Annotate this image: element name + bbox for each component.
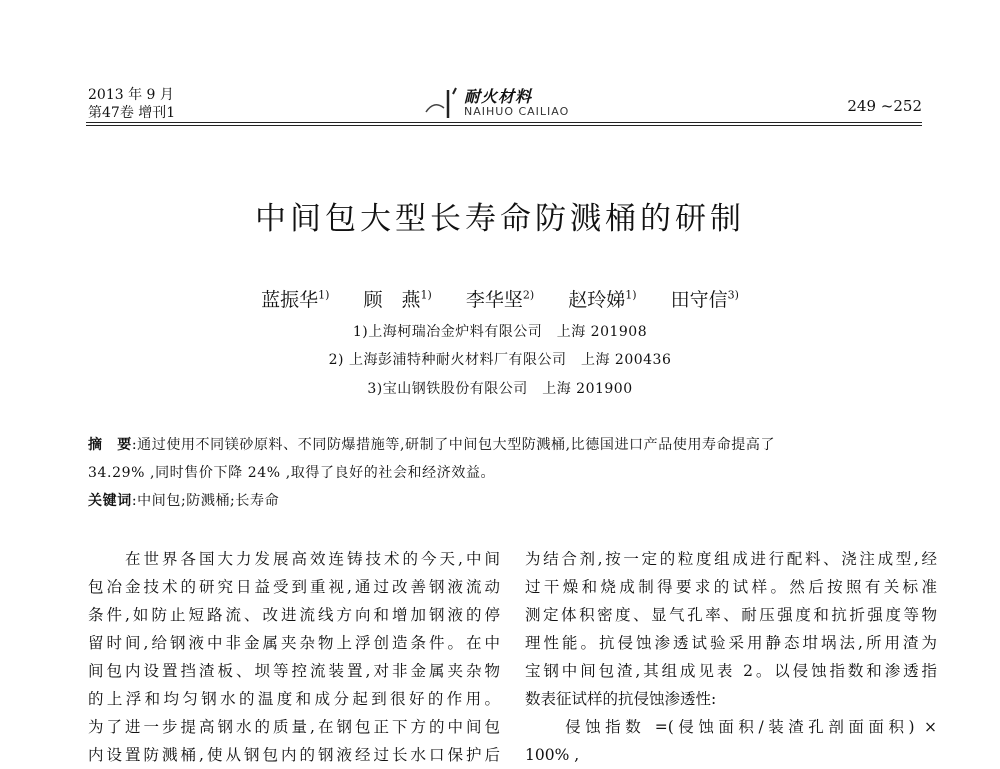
body-line: 条件,如防止短路流、改进流线方向和增加钢液的停 [88, 606, 500, 624]
header-rule-top [86, 122, 922, 123]
body-column-left [88, 545, 500, 769]
abstract-text-cont: 34.29% ,同时售价下降 24% ,取得了良好的社会和经济效益。 [88, 465, 496, 481]
formula-line: 100% , [525, 746, 580, 764]
author: 顾 燕$^{1)}$ [363, 288, 432, 311]
body-line: 测定体积密度、显气孔率、耐压强度和抗折强度等物 [525, 606, 937, 624]
body-line: 为结合剂,按一定的粒度组成进行配料、浇注成型,经 [525, 550, 937, 568]
keywords-label: 关键词 [88, 493, 132, 509]
affiliation: 3)宝山钢铁股份有限公司 上海 201900 [367, 381, 633, 397]
author-list [0, 285, 1000, 312]
abstract-text: 通过使用不同镁砂原料、不同防爆措施等,研制了中间包大型防溅桶,比德国进口产品使用寿命提高了 [137, 437, 776, 453]
body-line: 为了进一步提高钢水的质量,在钢包正下方的中间包 [88, 718, 500, 736]
formula-line: 侵蚀指数 =(侵蚀面积/装渣孔剖面面积) × [525, 718, 937, 736]
issue-date: 2013 年 9 月 [88, 87, 174, 103]
abstract-label: 摘 要 [88, 437, 132, 453]
body-line: 在世界各国大力发展高效连铸技术的今天,中间 [88, 550, 500, 568]
journal-logo [420, 84, 600, 124]
keywords-text: 中间包;防溅桶;长寿命 [137, 493, 280, 509]
affiliation: 2) 上海彭浦特种耐火材料厂有限公司 上海 200436 [328, 352, 672, 368]
journal-issue-info [88, 86, 175, 122]
journal-name-cn: 耐火材料 [464, 87, 533, 106]
body-line: 包冶金技术的研究日益受到重视,通过改善钢液流动 [88, 578, 500, 596]
body-line: 理性能。抗侵蚀渗透试验采用静态坩埚法,所用渣为 [525, 634, 937, 652]
header-rule-bottom [86, 125, 922, 126]
journal-name-en: NAIHUO CAILIAO [464, 105, 570, 118]
body-line: 过干燥和烧成制得要求的试样。然后按照有关标准 [525, 578, 937, 596]
author: 田守信$^{3)}$ [670, 288, 739, 311]
body-line: 宝钢中间包渣,其组成见表 2。以侵蚀指数和渗透指 [525, 662, 937, 680]
body-line: 留时间,给钢液中非金属夹杂物上浮创造条件。在中 [88, 634, 500, 652]
paper-title: 中间包大型长寿命防溅桶的研制 [255, 201, 745, 237]
affiliation: 1)上海柯瑞冶金炉料有限公司 上海 201908 [352, 324, 648, 340]
author: 李华坚$^{2)}$ [465, 288, 535, 311]
keywords-line: 关键词:中间包;防溅桶;长寿命 [88, 493, 280, 509]
author: 蓝振华$^{1)}$ [261, 288, 330, 311]
abstract-line: 摘 要:通过使用不同镁砂原料、不同防爆措施等,研制了中间包大型防溅桶,比德国进口产品使用寿命提高了 [88, 437, 776, 453]
body-line: 内设置防溅桶,使从钢包内的钢液经过长水口保护后 [88, 746, 500, 764]
body-line: 间包内设置挡渣板、坝等控流装置,对非金属夹杂物 [88, 662, 500, 680]
body-line: 数表征试样的抗侵蚀渗透性: [525, 690, 717, 708]
journal-logo-icon [420, 84, 464, 124]
issue-volume: 第47卷 增刊1 [88, 105, 176, 121]
body-line: 的上浮和均匀钢水的温度和成分起到很好的作用。 [88, 690, 500, 708]
body-column-right [525, 545, 937, 769]
author: 赵玲娣$^{1)}$ [568, 288, 637, 311]
page-range: 249 ~252 [847, 97, 922, 115]
